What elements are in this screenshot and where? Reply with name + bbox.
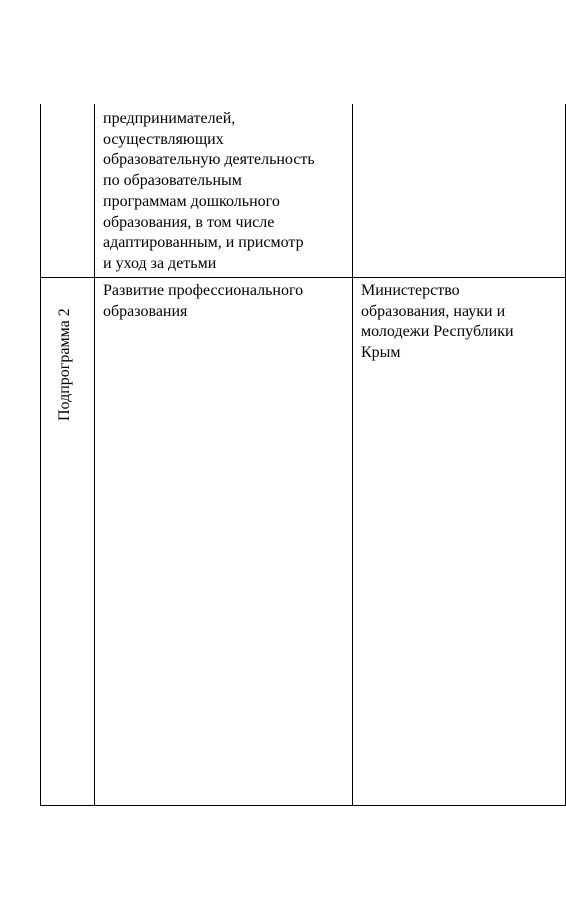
row2-description-cell: Развитие профессионального образования	[103, 282, 304, 320]
subprogram-label: Подпрограмма 2	[56, 308, 73, 421]
table-border-bottom	[40, 805, 566, 806]
row2-responsible-cell: Министерство образования, науки и молодежи Республики Крым	[361, 282, 514, 362]
column-divider-1	[94, 104, 95, 806]
table-border-left	[40, 104, 41, 806]
column-divider-2	[352, 104, 353, 806]
row1-description-cell: предпринимателей, осуществляющих образовательную деятельность по образовательным программам дошкольного образования, в том числе адаптированным, и присмотр и уход за детьми	[103, 110, 315, 272]
row-divider	[40, 277, 566, 278]
